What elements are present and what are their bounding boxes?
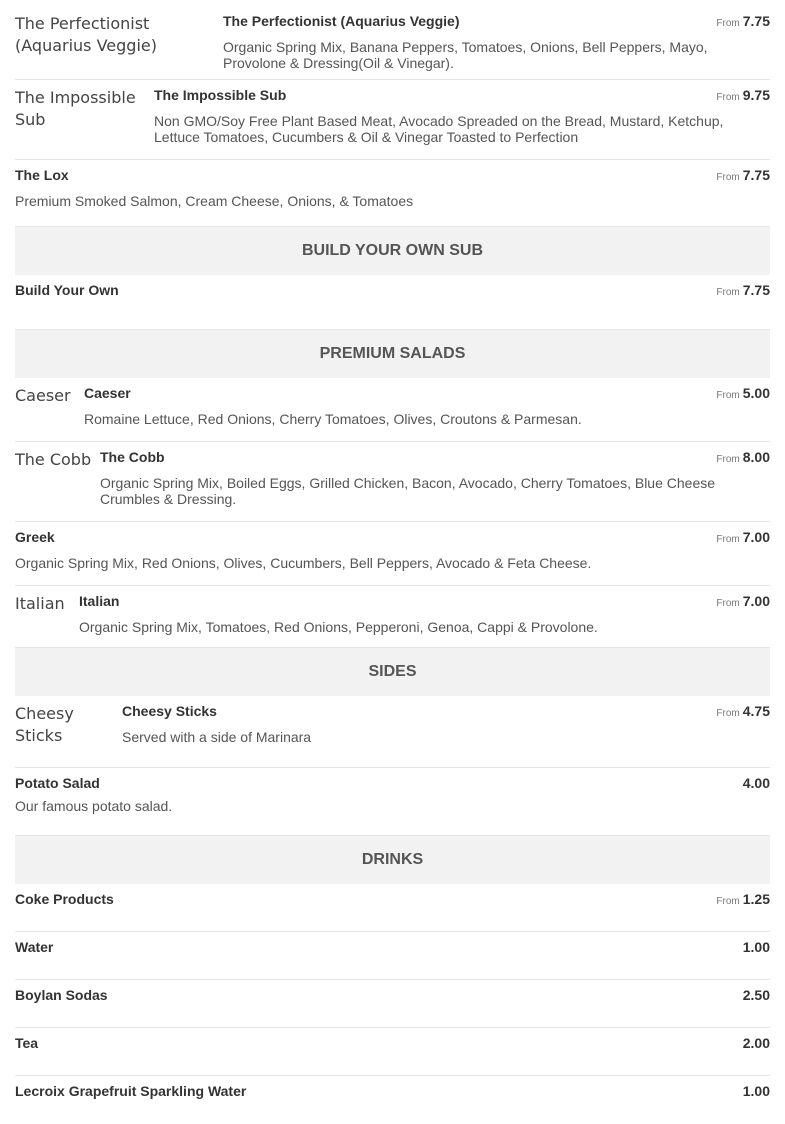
- item-info: [15, 1035, 770, 1063]
- item-price: [716, 385, 770, 404]
- item-name[interactable]: Cheesy Sticks: [122, 703, 217, 719]
- item-price: [743, 939, 770, 955]
- item-info: [15, 939, 770, 967]
- price-value: 7.00: [742, 593, 770, 609]
- menu-item-cheesy-sticks[interactable]: [15, 696, 770, 768]
- item-header-row: [15, 282, 770, 301]
- menu-item-build-your-own[interactable]: [15, 275, 770, 330]
- item-description: Organic Spring Mix, Tomatoes, Red Onions, Pepperoni, Genoa, Cappi & Provolone.: [79, 619, 598, 635]
- item-header-row: [84, 385, 770, 404]
- price-from-label: From: [716, 172, 740, 183]
- item-image-cheesy-sticks[interactable]: Cheesy Sticks: [15, 704, 74, 745]
- item-price: [743, 1083, 770, 1099]
- item-description: Romaine Lettuce, Red Onions, Cherry Tomatoes, Olives, Croutons & Parmesan.: [84, 411, 582, 427]
- item-info: [15, 1083, 770, 1112]
- item-header-row: [15, 529, 770, 548]
- price-value: 4.75: [742, 703, 770, 719]
- item-description: Served with a side of Marinara: [122, 729, 312, 745]
- item-info: [15, 987, 770, 1015]
- item-price: [716, 282, 770, 301]
- menu-item-potato-salad[interactable]: [15, 768, 770, 836]
- item-price: [716, 87, 770, 106]
- item-name[interactable]: Water: [15, 939, 54, 955]
- price-from-label: From: [716, 287, 740, 298]
- item-name[interactable]: Coke Products: [15, 891, 114, 907]
- item-price: [716, 13, 770, 32]
- price-value: 2.00: [742, 1035, 770, 1051]
- menu-item-the-lox[interactable]: [15, 160, 770, 227]
- section-header-build-your-own-sub: BUILD YOUR OWN SUB: [15, 227, 770, 275]
- item-header-row: [15, 167, 770, 186]
- item-name[interactable]: Tea: [15, 1035, 39, 1051]
- item-price: [716, 167, 770, 186]
- item-header-row: [15, 1083, 770, 1099]
- item-name[interactable]: Potato Salad: [15, 775, 100, 791]
- item-header-row: [100, 449, 770, 468]
- menu-item-the-impossible-sub[interactable]: [15, 80, 770, 160]
- item-name[interactable]: The Cobb: [100, 449, 165, 465]
- menu-item-boylan-sodas[interactable]: [15, 980, 770, 1028]
- price-value: 5.00: [742, 385, 770, 401]
- section-header-sides: SIDES: [15, 648, 770, 696]
- item-description: Organic Spring Mix, Red Onions, Olives, Cucumbers, Bell Peppers, Avocado & Feta Cheese.: [15, 555, 592, 571]
- item-info: [223, 13, 770, 71]
- item-info: [15, 529, 770, 573]
- price-from-label: From: [716, 390, 740, 401]
- item-info: [100, 449, 770, 509]
- item-price: [743, 987, 770, 1003]
- item-name[interactable]: Build Your Own: [15, 282, 119, 298]
- item-header-row: [15, 939, 770, 955]
- item-header-row: [15, 775, 770, 791]
- price-value: 1.00: [742, 939, 770, 955]
- item-header-row: [15, 987, 770, 1003]
- menu-item-the-cobb[interactable]: [15, 442, 770, 522]
- price-value: 7.75: [742, 13, 770, 29]
- item-price: [716, 449, 770, 468]
- item-image-the-impossible-sub[interactable]: The Impossible Sub: [15, 88, 136, 129]
- item-name[interactable]: Boylan Sodas: [15, 987, 108, 1003]
- item-name[interactable]: Lecroix Grapefruit Sparkling Water: [15, 1083, 247, 1099]
- item-description: Non GMO/Soy Free Plant Based Meat, Avocado Spreaded on the Bread, Mustard, Ketchup, Lettuce Tomatoes, Cucumbers & Oil & Vinegar Toasted to Perfection: [154, 113, 724, 145]
- item-price: [716, 593, 770, 612]
- item-info: [122, 703, 770, 755]
- menu-item-greek[interactable]: [15, 522, 770, 586]
- item-description: Organic Spring Mix, Banana Peppers, Tomatoes, Onions, Bell Peppers, Mayo, Provolone & Dressing(Oil & Vinegar).: [223, 39, 708, 71]
- section-header-drinks: DRINKS: [15, 836, 770, 884]
- item-description: Organic Spring Mix, Boiled Eggs, Grilled Chicken, Bacon, Avocado, Cherry Tomatoes, Blue Cheese Crumbles & Dressing.: [100, 475, 716, 507]
- item-name[interactable]: Italian: [79, 593, 120, 609]
- item-header-row: [154, 87, 770, 106]
- menu-item-lecroix-grapefruit-sparkling-water[interactable]: [15, 1076, 770, 1124]
- menu-item-the-perfectionist-aquarius-veggie[interactable]: [15, 6, 770, 80]
- price-from-label: From: [716, 454, 740, 465]
- item-image-the-perfectionist-aquarius-veggie[interactable]: The Perfectionist (Aquarius Veggie): [15, 14, 157, 55]
- item-name[interactable]: The Impossible Sub: [154, 87, 287, 103]
- item-header-row: [223, 13, 770, 32]
- item-description: Premium Smoked Salmon, Cream Cheese, Onions, & Tomatoes: [15, 193, 414, 209]
- menu-item-tea[interactable]: [15, 1028, 770, 1076]
- item-info: [15, 167, 770, 214]
- item-header-row: [15, 891, 770, 910]
- price-value: 8.00: [742, 449, 770, 465]
- menu-item-caeser[interactable]: [15, 378, 770, 442]
- menu-item-coke-products[interactable]: [15, 884, 770, 932]
- item-info: [154, 87, 770, 147]
- item-name[interactable]: The Lox: [15, 167, 69, 183]
- item-price: [716, 703, 770, 722]
- item-price: [716, 891, 770, 910]
- price-value: 7.00: [742, 529, 770, 545]
- item-info: [15, 775, 770, 823]
- price-from-label: From: [716, 92, 740, 103]
- price-from-label: From: [716, 708, 740, 719]
- item-info: [15, 891, 770, 919]
- item-image-caeser[interactable]: Caeser: [15, 386, 71, 405]
- price-from-label: From: [716, 534, 740, 545]
- section-header-premium-salads: PREMIUM SALADS: [15, 330, 770, 378]
- item-name[interactable]: Greek: [15, 529, 55, 545]
- item-info: [84, 385, 770, 429]
- item-price: [743, 1035, 770, 1051]
- item-price: [716, 529, 770, 548]
- price-value: 2.50: [742, 987, 770, 1003]
- item-header-row: [79, 593, 770, 612]
- price-from-label: From: [716, 18, 740, 29]
- price-from-label: From: [716, 598, 740, 609]
- item-info: [15, 282, 770, 317]
- item-image-italian[interactable]: Italian: [15, 594, 65, 613]
- price-value: 7.75: [742, 282, 770, 298]
- price-value: 7.75: [742, 167, 770, 183]
- price-value: 9.75: [742, 87, 770, 103]
- item-header-row: [122, 703, 770, 722]
- item-header-row: [15, 1035, 770, 1051]
- item-price: [743, 775, 770, 791]
- price-value: 1.00: [742, 1083, 770, 1099]
- item-name[interactable]: Caeser: [84, 385, 131, 401]
- item-image-the-cobb[interactable]: The Cobb: [15, 450, 92, 469]
- item-info: [79, 593, 770, 635]
- menu-item-italian[interactable]: [15, 586, 770, 648]
- price-from-label: From: [716, 896, 740, 907]
- item-description: Our famous potato salad.: [15, 798, 173, 814]
- menu-item-water[interactable]: [15, 932, 770, 980]
- item-name[interactable]: The Perfectionist (Aquarius Veggie): [223, 13, 460, 29]
- price-value: 1.25: [742, 891, 770, 907]
- menu-list: [15, 6, 770, 1124]
- price-value: 4.00: [742, 775, 770, 791]
